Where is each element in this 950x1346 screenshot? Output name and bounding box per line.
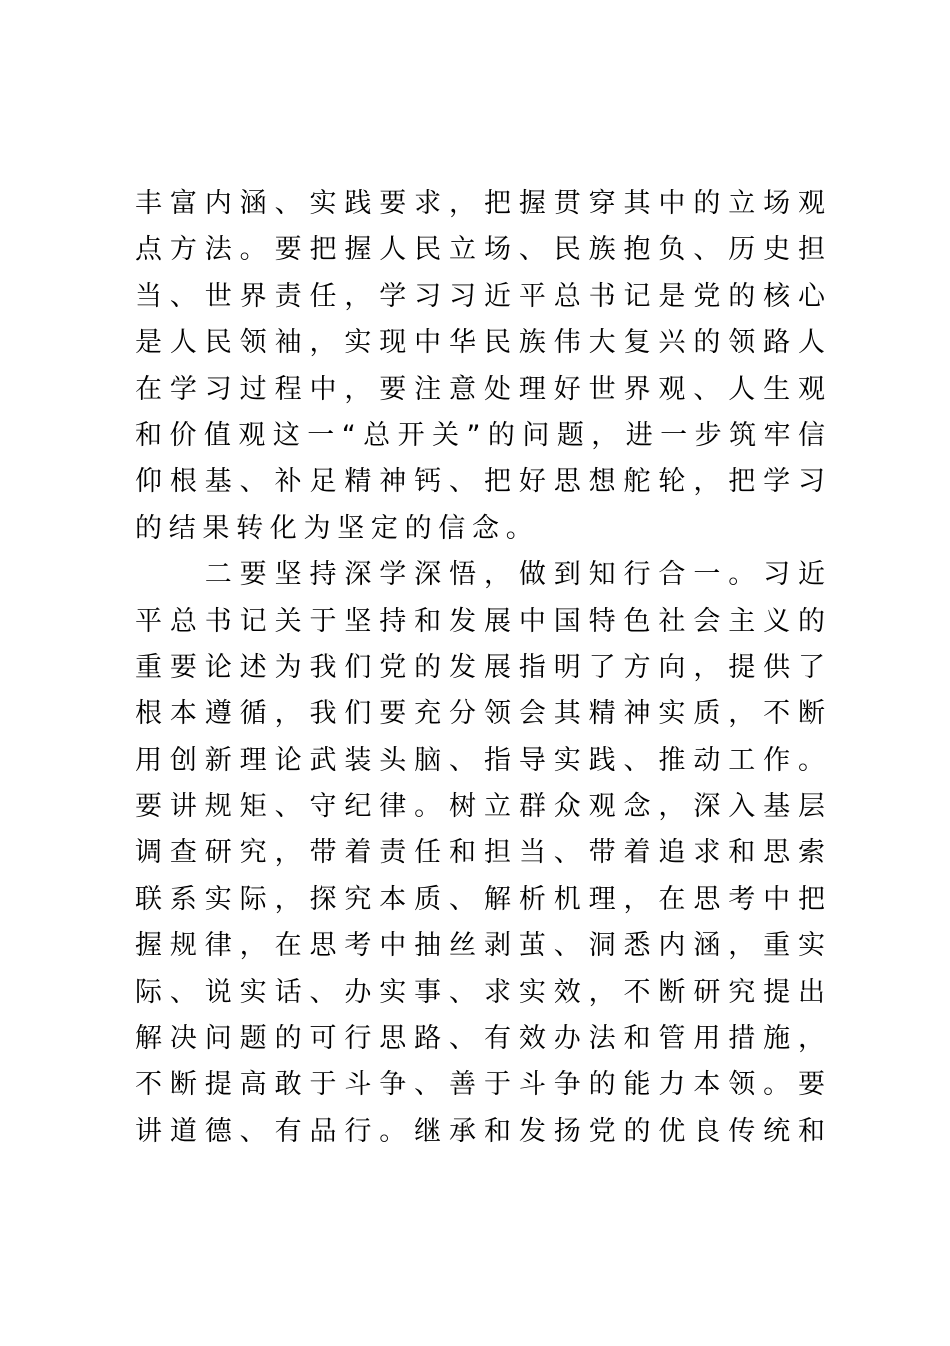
text-line: 不断提高敢于斗争、善于斗争的能力本领。要 [135,1069,825,1101]
text-line: 调查研究，带着责任和担当、带着追求和思索 [135,837,825,869]
text-line: 用创新理论武装头脑、指导实践、推动工作。 [135,744,825,776]
text-line: 重要论述为我们党的发展指明了方向，提供了 [135,651,825,683]
text-line: 握规律，在思考中抽丝剥茧、洞悉内涵，重实 [135,930,825,962]
text-line-paragraph-start: 二要坚持深学深悟，做到知行合一。习近 [135,559,825,591]
text-line: 联系实际，探究本质、解析机理，在思考中把 [135,883,825,915]
text-line: 点方法。要把握人民立场、民族抱负、历史担 [135,234,825,266]
text-line-paragraph-end: 的结果转化为坚定的信念。 [135,512,540,544]
body-text [135,181,825,1155]
text-line: 讲道德、有品行。继承和发扬党的优良传统和 [135,1115,825,1147]
text-line: 当、世界责任，学习习近平总书记是党的核心 [135,280,825,312]
text-line: 根本遵循，我们要充分领会其精神实质，不断 [135,698,825,730]
text-line: 在学习过程中，要注意处理好世界观、人生观 [135,373,825,405]
text-line: 和价值观这一“总开关”的问题，进一步筑牢信 [135,419,825,451]
text-line: 是人民领袖，实现中华民族伟大复兴的领路人 [135,327,825,359]
text-line: 仰根基、补足精神钙、把好思想舵轮，把学习 [135,466,825,498]
text-line: 丰富内涵、实践要求，把握贯穿其中的立场观 [135,188,825,219]
text-line: 平总书记关于坚持和发展中国特色社会主义的 [135,605,825,637]
text-line: 解决问题的可行思路、有效办法和管用措施， [135,1023,825,1055]
text-line: 要讲规矩、守纪律。树立群众观念，深入基层 [135,791,825,823]
text-line: 际、说实话、办实事、求实效，不断研究提出 [135,976,825,1008]
